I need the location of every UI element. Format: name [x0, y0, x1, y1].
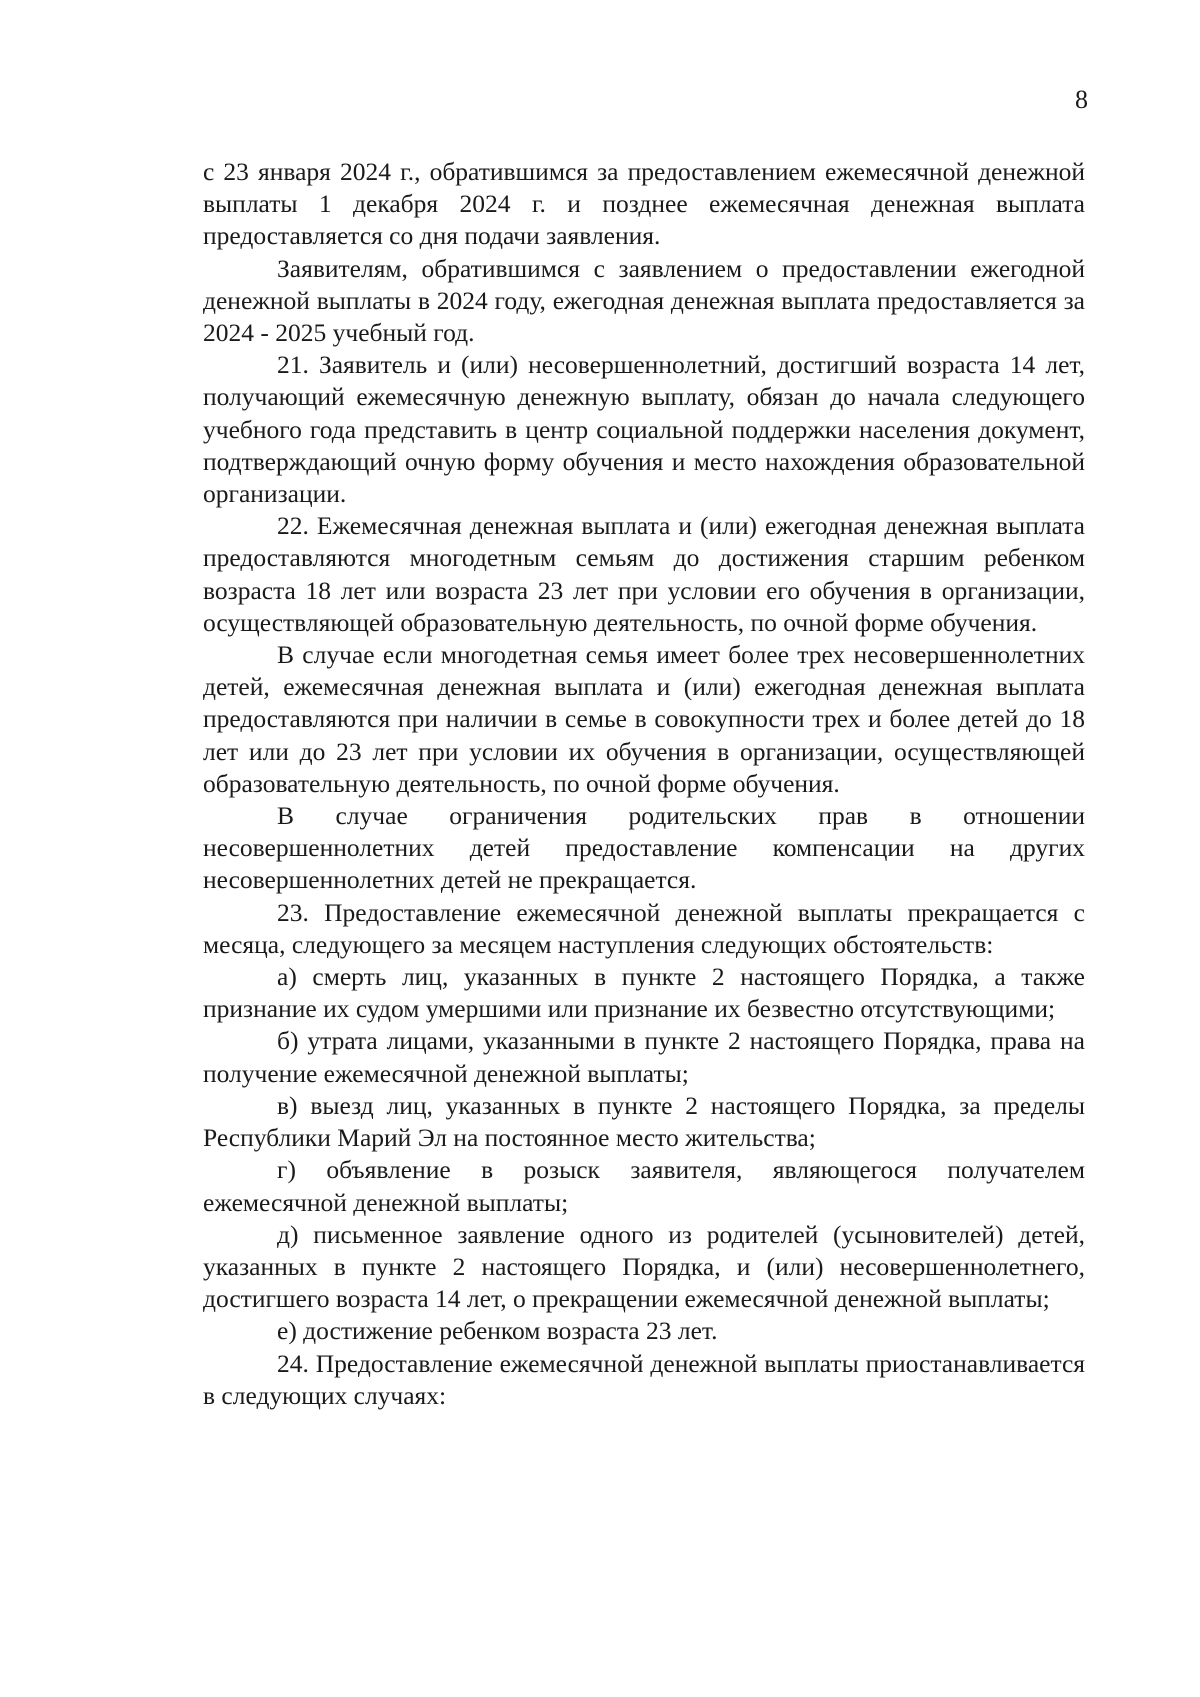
subitem-g: г) объявление в розыск заявителя, являющегося получателем ежемесячной денежной выплаты; — [203, 1155, 1085, 1217]
subitem-b: б) утрата лицами, указанными в пункте 2 настоящего Порядка, права на получение ежемесячной денежной выплаты; — [203, 1026, 1085, 1088]
paragraph: Заявителям, обратившимся с заявлением о предоставлении ежегодной денежной выплаты в 2024 году, ежегодная денежная выплата предоставляется за 2024 - 2025 учебный год. — [203, 253, 1085, 348]
paragraph-item-24: 24. Предоставление ежемесячной денежной выплаты приостанавливается в следующих случаях: — [203, 1348, 1085, 1410]
document-body — [203, 156, 1085, 1412]
page-number: 8 — [1075, 85, 1088, 114]
paragraph-item-22: 22. Ежемесячная денежная выплата и (или) ежегодная денежная выплата предоставляются многодетным семьям до достижения старшим ребенком возраста 18 лет или возраста 23 лет при условии его обучения в организации, осуществляющей образовательную деятельность, по очной форме обучения. — [203, 511, 1085, 637]
paragraph: В случае ограничения родительских прав в отношении несовершеннолетних детей предоставление компенсации на других несовершеннолетних детей не прекращается. — [203, 801, 1085, 895]
paragraph: В случае если многодетная семья имеет более трех несовершеннолетних детей, ежемесячная денежная выплата и (или) ежегодная денежная выплата предоставляются при наличии в семье в совокупности трех и более детей до 18 лет или до 23 лет при условии их обучения в организации, осуществляющей образовательную деятельность, по очной форме обучения. — [203, 640, 1085, 798]
paragraph: с 23 января 2024 г., обратившимся за предоставлением ежемесячной денежной выплаты 1 декабря 2024 г. и позднее ежемесячная денежная выплата предоставляется со дня подачи заявления. — [203, 157, 1085, 251]
paragraph-item-23: 23. Предоставление ежемесячной денежной выплаты прекращается с месяца, следующего за месяцем наступления следующих обстоятельств: — [203, 897, 1085, 959]
subitem-v: в) выезд лиц, указанных в пункте 2 настоящего Порядка, за пределы Республики Марий Эл на постоянное место жительства; — [203, 1090, 1085, 1153]
subitem-e: е) достижение ребенком возраста 23 лет. — [277, 1316, 718, 1346]
subitem-a: а) смерть лиц, указанных в пункте 2 настоящего Порядка, а также признание их судом умершими или признание их безвестно отсутствующими; — [203, 962, 1085, 1024]
subitem-d: д) письменное заявление одного из родителей (усыновителей) детей, указанных в пункте 2 настоящего Порядка, и (или) несовершеннолетнего, достигшего возраста 14 лет, о прекращении ежемесячной денежной выплаты; — [203, 1219, 1085, 1314]
paragraph-item-21: 21. Заявитель и (или) несовершеннолетний, достигший возраста 14 лет, получающий ежемесячную денежную выплату, обязан до начала следующего учебного года представить в центр социальной поддержки населения документ, подтверждающий очную форму обучения и место нахождения образовательной организации. — [203, 350, 1085, 509]
